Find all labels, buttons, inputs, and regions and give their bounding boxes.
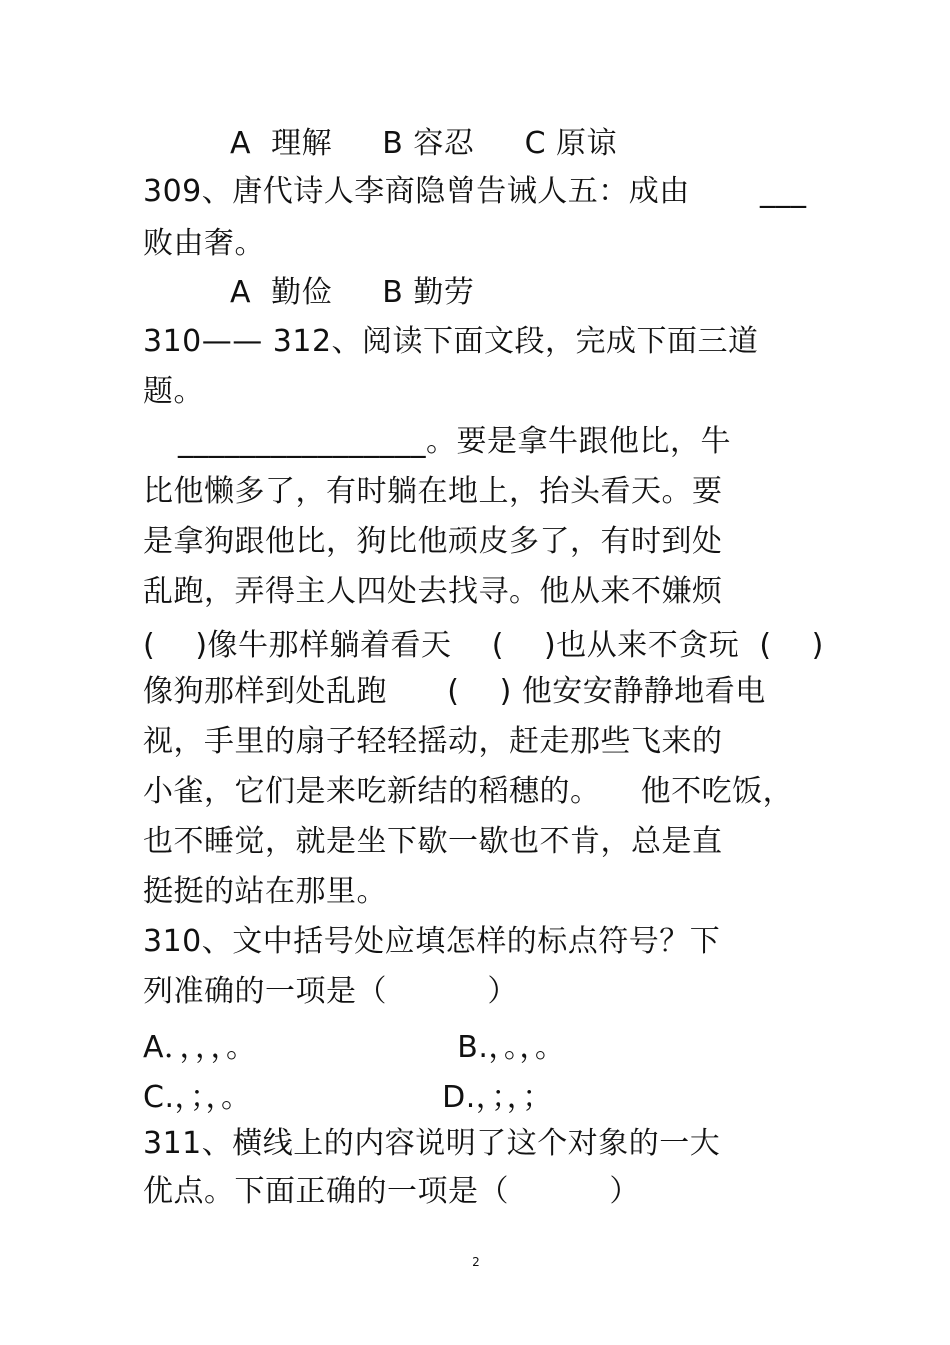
text-line-q311-cont: 优点。下面正确的一项是（ ） [143,1174,640,1209]
text-line-q309: 309、唐代诗人李商隐曾告诫人五：成由 ___ [143,174,807,209]
text-line-q310-cont: 列准确的一项是（ ） [143,974,518,1009]
passage-line-8: 小雀，它们是来吃新结的稻穗的。 他不吃饭， [143,774,794,809]
passage-line-5: ( )像牛那样躺着看天 ( )也从来不贪玩 ( ) [143,628,824,663]
text-line-q310-312-cont: 题。 [143,374,204,409]
text-line-options-2: A 勤俭 B 勤劳 [230,275,475,310]
passage-line-3: 是拿狗跟他比，狗比他顽皮多了，有时到处 [143,524,723,559]
text-line-q310: 310、文中括号处应填怎样的标点符号？下 [143,924,721,959]
text-line-q310-312: 310—— 312、阅读下面文段，完成下面三道 [143,324,759,359]
passage-line-6: 像狗那样到处乱跑 ( ) 他安安静静地看电 [143,674,766,709]
passage-line-2: 比他懒多了，有时躺在地上，抬头看天。要 [143,474,723,509]
passage-line-7: 视，手里的扇子轻轻摇动，赶走那些飞来的 [143,724,723,759]
passage-line-9: 也不睡觉，就是坐下歇一歇也不肯，总是直 [143,824,723,859]
passage-line-1: ________________。要是拿牛跟他比，牛 [178,424,731,459]
passage-line-4: 乱跑，弄得主人四处去找寻。他从来不嫌烦 [143,574,723,609]
passage-line-10: 挺挺的站在那里。 [143,874,387,909]
text-line-q310-options-cd: C.，；，。 D.，；，； [143,1080,553,1115]
page-number: 2 [472,1255,480,1269]
text-line-q310-options-ab: A．，，，。 B.，。，。 [143,1030,566,1065]
text-line-q309-cont: 败由奢。 [143,226,265,261]
text-line-options-1: A 理解 B 容忍 C 原谅 [230,126,618,161]
text-line-q311: 311、横线上的内容说明了这个对象的一大 [143,1126,721,1161]
